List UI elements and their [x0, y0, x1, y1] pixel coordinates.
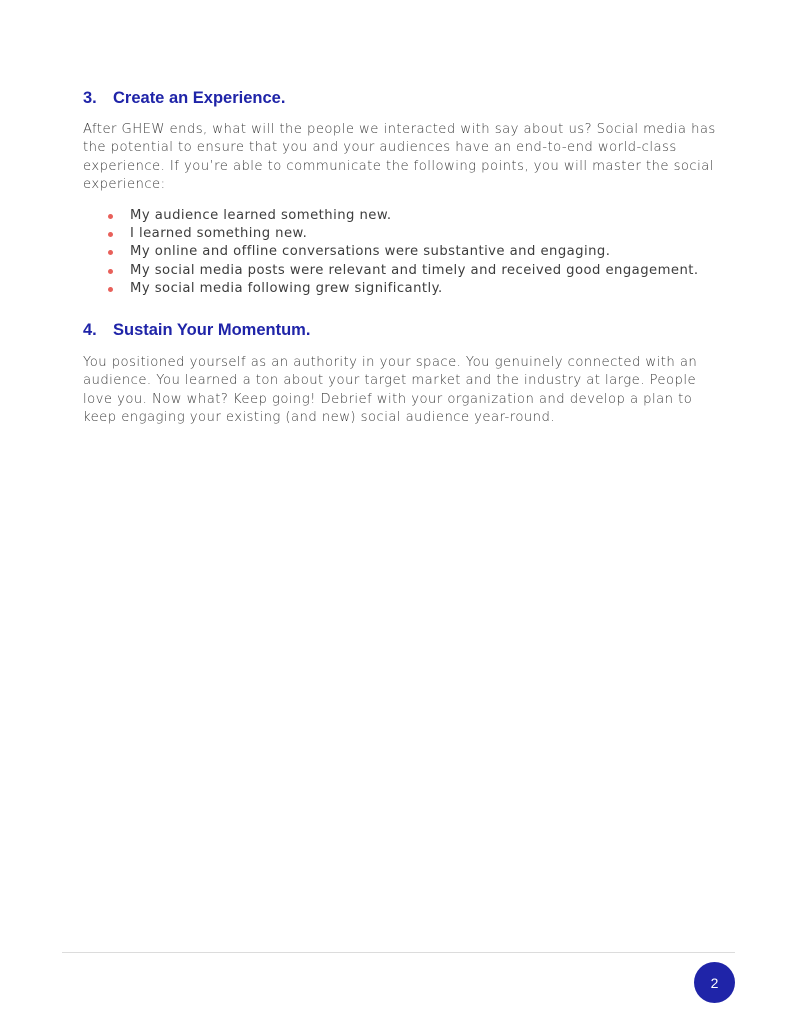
list-item-text: My online and offline conversations were substantive and engaging. — [130, 244, 611, 260]
bullet-dot-icon — [108, 250, 113, 255]
paragraph-line: experience. If you’re able to communicate the following points, you will master the social — [83, 158, 714, 174]
list-item — [83, 243, 723, 261]
list-item — [83, 225, 723, 243]
section-number: 3. — [83, 89, 97, 107]
list-item-text: I learned something new. — [130, 226, 308, 242]
bullet-list — [83, 207, 723, 299]
bullet-dot-icon — [108, 269, 113, 274]
bullet-dot-icon — [108, 214, 113, 219]
paragraph-line: experience: — [83, 177, 166, 193]
bullet-dot-icon — [108, 232, 113, 237]
paragraph-line: audience. You learned a ton about your target market and the industry at large. People — [83, 373, 697, 389]
paragraph-line: love you. Now what? Keep going! Debrief with your organization and develop a plan to — [83, 391, 693, 407]
section-title: Create an Experience. — [113, 89, 286, 107]
section-heading — [83, 321, 723, 340]
section-number: 4. — [83, 321, 97, 339]
section-heading — [83, 89, 723, 108]
list-item — [83, 207, 723, 225]
paragraph-line: the potential to ensure that you and your audiences have an end-to-end world-class — [83, 140, 677, 156]
paragraph-line: You positioned yourself as an authority in your space. You genuinely connected with an — [83, 355, 698, 370]
section-paragraph — [83, 354, 723, 428]
section-title: Sustain Your Momentum. — [113, 321, 311, 339]
paragraph-line: After GHEW ends, what will the people we interacted with say about us? Social media has — [83, 122, 716, 137]
paragraph-line: keep engaging your existing (and new) social audience year-round. — [83, 410, 555, 426]
page-number: 2 — [710, 974, 719, 991]
section-paragraph — [83, 121, 723, 195]
bullet-dot-icon — [108, 287, 113, 292]
list-item-text: My audience learned something new. — [130, 207, 392, 223]
footer-divider — [62, 952, 735, 953]
list-item-text: My social media posts were relevant and timely and received good engagement. — [130, 262, 699, 278]
list-item — [83, 280, 723, 298]
list-item-text: My social media following grew significantly. — [130, 281, 443, 297]
section-create-experience — [83, 89, 723, 299]
section-sustain-momentum — [83, 321, 723, 428]
page-number-badge — [694, 962, 735, 1003]
list-item — [83, 262, 723, 280]
